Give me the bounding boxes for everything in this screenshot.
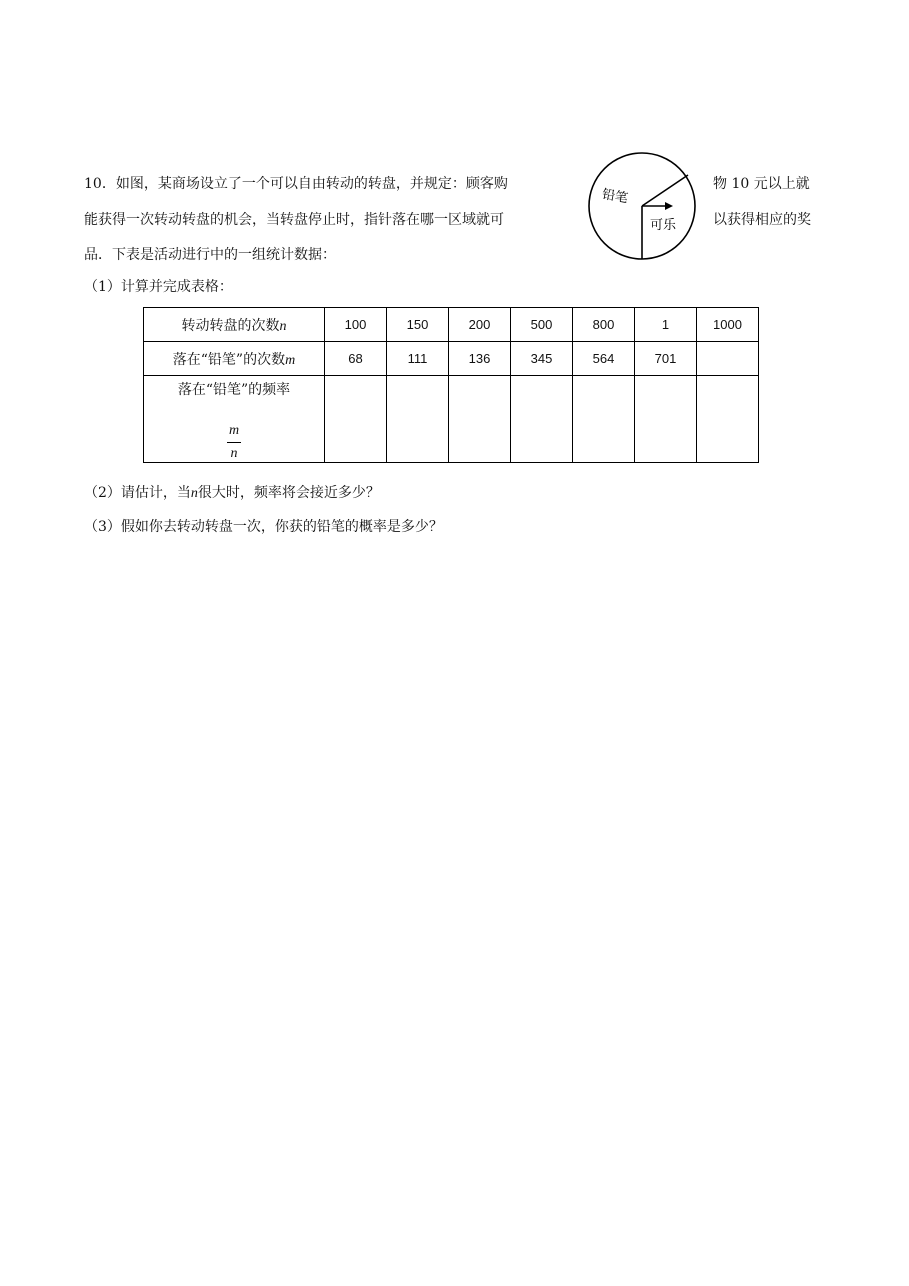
problem-line-1: 10．如图，某商场设立了一个可以自由转动的转盘，并规定：顾客购 bbox=[84, 176, 508, 192]
row-label-pencil-count: 落在“铅笔”的次数m bbox=[144, 342, 325, 376]
table-cell: 345 bbox=[511, 342, 573, 376]
table-cell-empty bbox=[635, 376, 697, 463]
spinner-label-pencil: 铅笔 bbox=[600, 187, 630, 207]
statistics-table bbox=[143, 307, 759, 463]
table-cell-empty bbox=[511, 376, 573, 463]
table-row bbox=[144, 308, 759, 342]
table-cell: 800 bbox=[573, 308, 635, 342]
table-cell: 500 bbox=[511, 308, 573, 342]
row-label-spins: 转动转盘的次数n bbox=[144, 308, 325, 342]
table-cell: 68 bbox=[325, 342, 387, 376]
table-cell-empty bbox=[697, 376, 759, 463]
table-row bbox=[144, 376, 759, 463]
question-3: （3）假如你去转动转盘一次，你获的铅笔的概率是多少？ bbox=[84, 519, 443, 535]
table-row bbox=[144, 342, 759, 376]
table-cell: 111 bbox=[387, 342, 449, 376]
problem-line-2: 能获得一次转动转盘的机会，当转盘停止时，指针落在哪一区域就可 bbox=[84, 212, 504, 228]
spinner-diagram bbox=[587, 150, 699, 262]
table-cell: 1 bbox=[635, 308, 697, 342]
problem-line-3: 品．下表是活动进行中的一组统计数据： bbox=[84, 247, 336, 263]
table-cell: 200 bbox=[449, 308, 511, 342]
table-cell: 1000 bbox=[697, 308, 759, 342]
question-1: （1）计算并完成表格： bbox=[84, 279, 233, 295]
spinner-label-cola: 可乐 bbox=[650, 218, 677, 233]
table-cell: 100 bbox=[325, 308, 387, 342]
table-cell: 701 bbox=[635, 342, 697, 376]
table-cell-empty bbox=[573, 376, 635, 463]
question-2: （2）请估计，当n很大时，频率将会接近多少？ bbox=[84, 485, 380, 501]
fraction-bar bbox=[227, 442, 241, 443]
problem-line-1-right: 物 10 元以上就 bbox=[713, 176, 810, 192]
table-cell-empty bbox=[449, 376, 511, 463]
table-cell-empty bbox=[387, 376, 449, 463]
problem-line-2-right: 以获得相应的奖 bbox=[713, 212, 811, 228]
table-cell-empty bbox=[697, 342, 759, 376]
table-cell: 564 bbox=[573, 342, 635, 376]
table-cell: 150 bbox=[387, 308, 449, 342]
table-cell-empty bbox=[325, 376, 387, 463]
table-cell: 136 bbox=[449, 342, 511, 376]
row-label-pencil-frequency: 落在“铅笔”的频率 $\frac{m}{n}$ bbox=[144, 376, 325, 463]
frequency-fraction: $\frac{m}{n}$ bbox=[228, 423, 240, 461]
